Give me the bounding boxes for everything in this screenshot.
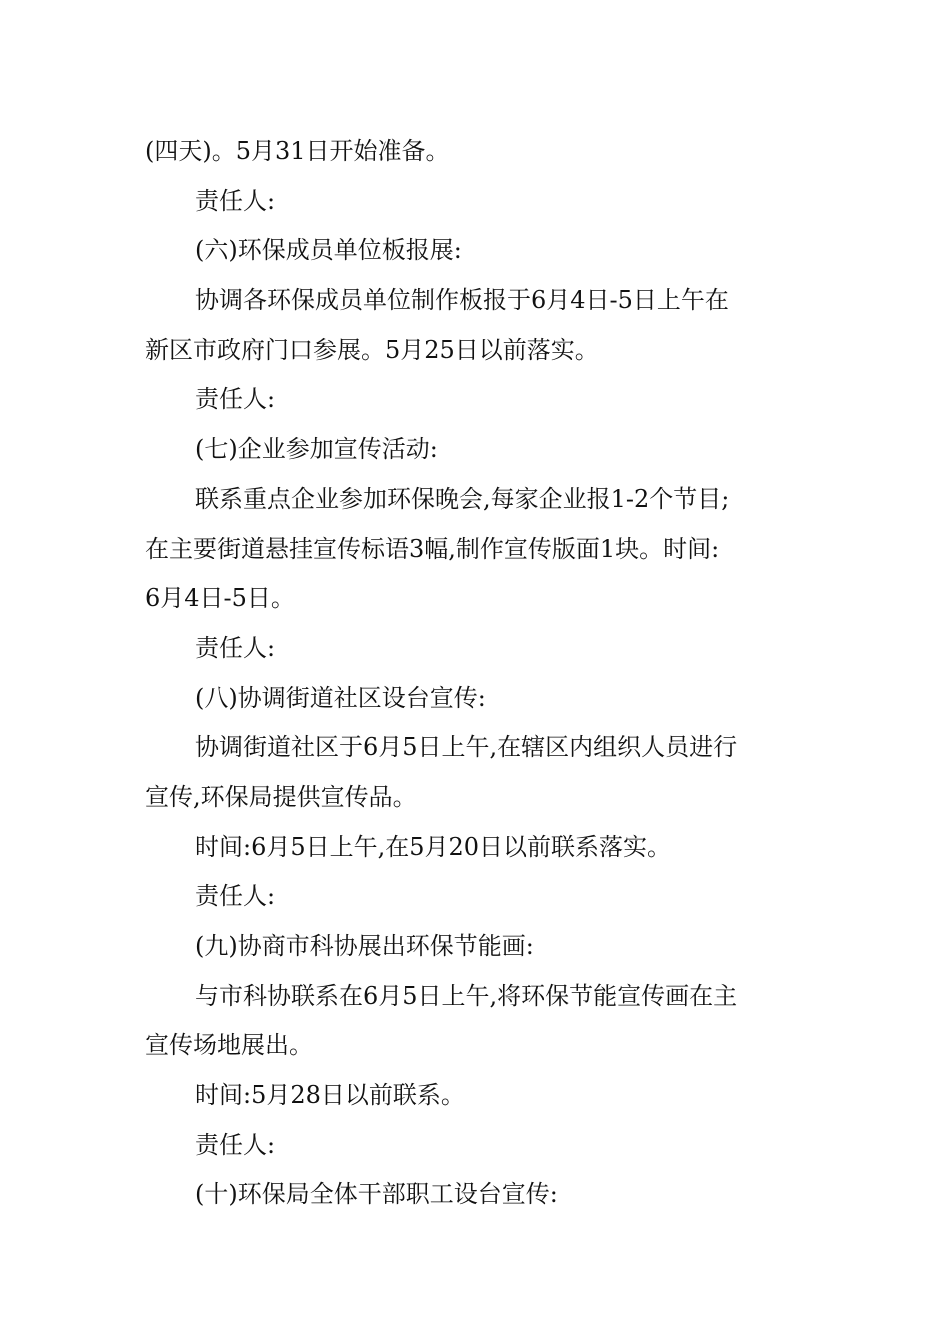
paragraph-line: 新区市政府门口参展。5月25日以前落实。 bbox=[145, 335, 599, 364]
paragraph-line: 宣传,环保局提供宣传品。 bbox=[145, 782, 417, 811]
paragraph-line: 在主要街道悬挂宣传标语3幅,制作宣传版面1块。时间: bbox=[145, 534, 720, 563]
responsible-person-line: 责任人: bbox=[195, 1130, 276, 1159]
section-heading: (十)环保局全体干部职工设台宣传: bbox=[195, 1180, 558, 1209]
paragraph-line: 宣传场地展出。 bbox=[145, 1031, 313, 1060]
responsible-person-line: 责任人: bbox=[195, 633, 276, 662]
time-line: 时间:5月28日以前联系。 bbox=[195, 1081, 465, 1110]
responsible-person-line: 责任人: bbox=[195, 186, 276, 215]
paragraph-line: 联系重点企业参加环保晚会,每家企业报1-2个节目; bbox=[195, 484, 730, 513]
section-heading: (八)协调街道社区设台宣传: bbox=[195, 683, 486, 712]
paragraph-line: 与市科协联系在6月5日上午,将环保节能宣传画在主 bbox=[195, 981, 738, 1010]
section-heading: (六)环保成员单位板报展: bbox=[195, 236, 462, 265]
section-heading: (九)协商市科协展出环保节能画: bbox=[195, 932, 534, 960]
paragraph-line: 6月4日-5日。 bbox=[145, 584, 295, 613]
text-line: (四天)。5月31日开始准备。 bbox=[145, 137, 450, 165]
responsible-person-line: 责任人: bbox=[195, 385, 276, 414]
responsible-person-line: 责任人: bbox=[195, 882, 276, 911]
document-body bbox=[145, 127, 815, 1220]
paragraph-line: 协调各环保成员单位制作板报于6月4日-5日上午在 bbox=[195, 286, 729, 315]
paragraph-line: 协调街道社区于6月5日上午,在辖区内组织人员进行 bbox=[195, 733, 738, 762]
time-line: 时间:6月5日上午,在5月20日以前联系落实。 bbox=[195, 832, 672, 861]
section-heading: (七)企业参加宣传活动: bbox=[195, 435, 438, 464]
